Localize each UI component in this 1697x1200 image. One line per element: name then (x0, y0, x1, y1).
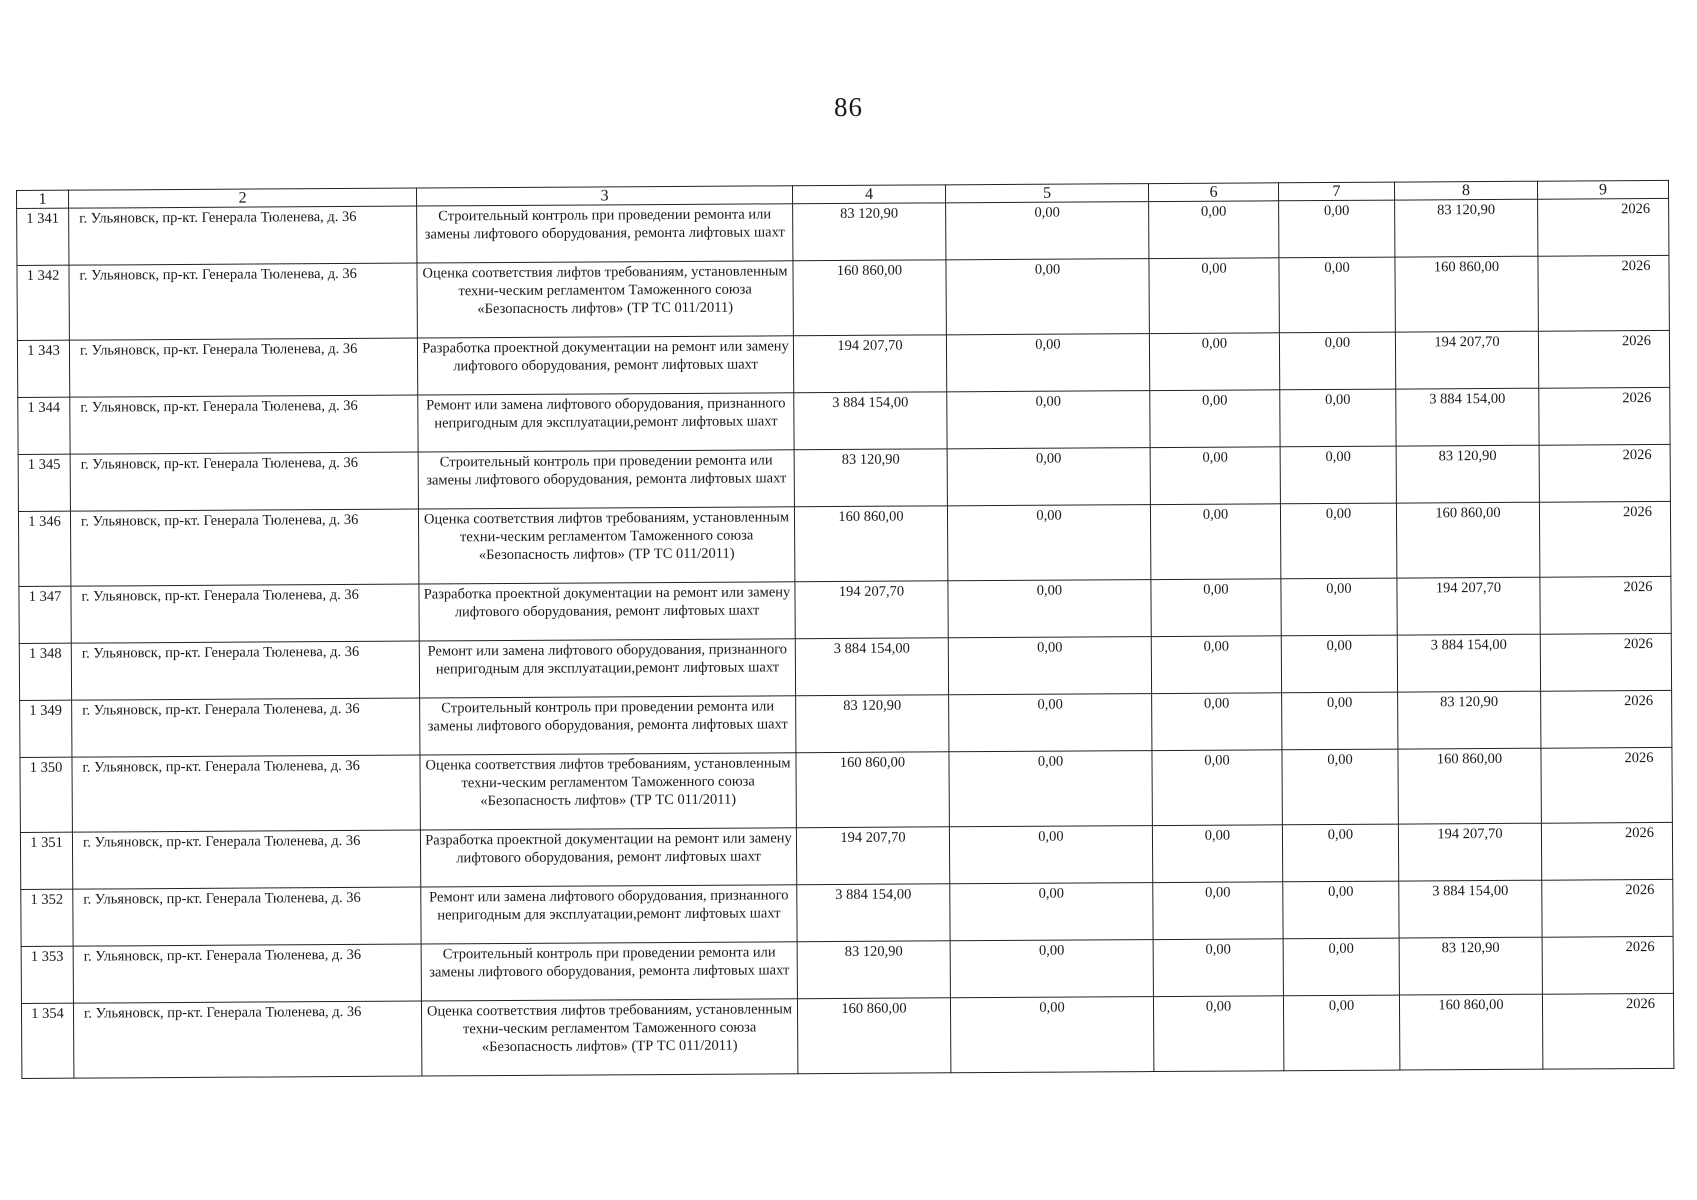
work-type-cell: Оценка соответствия лифтов требованиям, установленным техни-ческим регламентом Таможенного союза «Безопасность лифтов» (ТР ТС 011/2011) (418, 507, 794, 584)
row-number: 1 344 (18, 397, 70, 454)
cost-total-cell: 83 120,90 (796, 695, 949, 753)
work-type-cell: Оценка соответствия лифтов требованиям, установленным техни-ческим регламентом Таможенного союза «Безопасность лифтов» (ТР ТС 011/2011) (421, 999, 797, 1076)
address-cell: г. Ульяновск, пр-кт. Генерала Тюленева, д. 36 (73, 887, 421, 946)
column-5-cell: 0,00 (948, 637, 1151, 695)
column-8-cell: 3 884 154,00 (1397, 634, 1540, 692)
address-cell: г. Ульяновск, пр-кт. Генерала Тюленева, д. 36 (69, 338, 417, 397)
table-row (21, 879, 1673, 946)
table-row (20, 822, 1672, 889)
year-cell: 2026 (1542, 993, 1673, 1069)
column-5-cell: 0,00 (946, 259, 1149, 335)
work-type-cell: Ремонт или замена лифтового оборудования, признанного непригодным для эксплуатации,ремонт лифтовых шахт (418, 393, 794, 452)
work-type-cell: Разработка проектной документации на ремонт или замену лифтового оборудования, ремонт лифтовых шахт (420, 828, 796, 887)
column-8-cell: 3 884 154,00 (1399, 880, 1542, 938)
work-type-cell: Строительный контроль при проведении ремонта или замены лифтового оборудования, ремонта лифтовых шахт (421, 942, 797, 1001)
cost-total-cell: 3 884 154,00 (794, 392, 947, 450)
header-cell-1: 1 (17, 190, 69, 208)
column-8-cell: 194 207,70 (1398, 823, 1541, 881)
work-type-cell: Строительный контроль при проведении ремонта или замены лифтового оборудования, ремонта лифтовых шахт (420, 696, 796, 755)
column-7-cell: 0,00 (1282, 824, 1398, 882)
year-cell: 2026 (1542, 879, 1673, 937)
row-number: 1 353 (21, 946, 73, 1003)
table-row (18, 444, 1670, 511)
row-number: 1 341 (17, 208, 69, 265)
column-7-cell: 0,00 (1282, 749, 1398, 825)
work-type-cell: Строительный контроль при проведении ремонта или замены лифтового оборудования, ремонта лифтовых шахт (417, 204, 793, 263)
table-row (20, 747, 1672, 832)
cost-total-cell: 83 120,90 (797, 941, 950, 999)
column-6-cell: 0,00 (1150, 447, 1280, 505)
cost-total-cell: 194 207,70 (796, 827, 949, 885)
year-cell: 2026 (1541, 747, 1672, 823)
year-cell: 2026 (1540, 633, 1671, 691)
column-8-cell: 194 207,70 (1395, 331, 1538, 389)
column-6-cell: 0,00 (1152, 693, 1282, 751)
column-7-cell: 0,00 (1281, 635, 1397, 693)
column-6-cell: 0,00 (1149, 201, 1279, 259)
address-cell: г. Ульяновск, пр-кт. Генерала Тюленева, д. 36 (72, 698, 420, 757)
table-row (18, 387, 1670, 454)
address-cell: г. Ульяновск, пр-кт. Генерала Тюленева, д. 36 (70, 509, 418, 586)
column-7-cell: 0,00 (1280, 389, 1396, 447)
table-row (19, 633, 1671, 700)
header-cell-9: 9 (1537, 180, 1668, 199)
year-cell: 2026 (1540, 576, 1671, 634)
work-type-cell: Ремонт или замена лифтового оборудования, признанного непригодным для эксплуатации,ремонт лифтовых шахт (419, 639, 795, 698)
header-cell-2: 2 (69, 188, 417, 208)
column-6-cell: 0,00 (1151, 636, 1281, 694)
column-8-cell: 160 860,00 (1398, 748, 1541, 824)
column-5-cell: 0,00 (947, 448, 1150, 506)
column-7-cell: 0,00 (1283, 881, 1399, 939)
table-row (19, 576, 1671, 643)
page-number: 86 (834, 92, 863, 122)
column-6-cell: 0,00 (1152, 825, 1282, 883)
column-7-cell: 0,00 (1279, 332, 1395, 390)
column-8-cell: 83 120,90 (1396, 445, 1539, 503)
column-8-cell: 83 120,90 (1398, 691, 1541, 749)
cost-total-cell: 194 207,70 (795, 581, 948, 639)
column-6-cell: 0,00 (1150, 504, 1280, 580)
column-7-cell: 0,00 (1279, 200, 1395, 258)
column-8-cell: 160 860,00 (1395, 256, 1538, 332)
header-cell-6: 6 (1148, 183, 1278, 202)
column-7-cell: 0,00 (1283, 938, 1399, 996)
work-type-cell: Ремонт или замена лифтового оборудования, признанного непригодным для эксплуатации,ремонт лифтовых шахт (421, 885, 797, 944)
cost-total-cell: 160 860,00 (793, 260, 946, 336)
work-type-cell: Оценка соответствия лифтов требованиям, установленным техни-ческим регламентом Таможенного союза «Безопасность лифтов» (ТР ТС 011/2011) (417, 261, 793, 338)
column-5-cell: 0,00 (949, 751, 1152, 827)
column-5-cell: 0,00 (950, 940, 1153, 998)
address-cell: г. Ульяновск, пр-кт. Генерала Тюленева, д. 36 (73, 944, 421, 1003)
address-cell: г. Ульяновск, пр-кт. Генерала Тюленева, д. 36 (72, 755, 420, 832)
column-6-cell: 0,00 (1153, 939, 1283, 997)
year-cell: 2026 (1539, 501, 1670, 577)
table-row (17, 255, 1669, 340)
work-type-cell: Разработка проектной документации на ремонт или замену лифтового оборудования, ремонт лифтовых шахт (417, 336, 793, 395)
year-cell: 2026 (1539, 444, 1670, 502)
year-cell: 2026 (1541, 690, 1672, 748)
address-cell: г. Ульяновск, пр-кт. Генерала Тюленева, д. 36 (69, 263, 417, 340)
column-5-cell: 0,00 (946, 202, 1149, 260)
column-8-cell: 160 860,00 (1396, 502, 1539, 578)
work-type-cell: Разработка проектной документации на ремонт или замену лифтового оборудования, ремонт лифтовых шахт (419, 582, 795, 641)
address-cell: г. Ульяновск, пр-кт. Генерала Тюленева, д. 36 (70, 395, 418, 454)
column-7-cell: 0,00 (1280, 446, 1396, 504)
row-number: 1 349 (20, 700, 72, 757)
column-7-cell: 0,00 (1280, 503, 1396, 579)
header-cell-3: 3 (416, 186, 792, 206)
column-5-cell: 0,00 (948, 580, 1151, 638)
address-cell: г. Ульяновск, пр-кт. Генерала Тюленева, д. 36 (73, 1001, 421, 1078)
cost-total-cell: 160 860,00 (796, 752, 949, 828)
column-5-cell: 0,00 (946, 334, 1149, 392)
year-cell: 2026 (1542, 936, 1673, 994)
table-row (18, 501, 1670, 586)
cost-total-cell: 160 860,00 (794, 506, 947, 582)
row-number: 1 352 (21, 889, 73, 946)
row-number: 1 348 (19, 643, 71, 700)
column-6-cell: 0,00 (1149, 258, 1279, 334)
header-cell-7: 7 (1278, 182, 1394, 201)
row-number: 1 354 (21, 1003, 73, 1078)
column-5-cell: 0,00 (949, 826, 1152, 884)
column-5-cell: 0,00 (950, 883, 1153, 941)
table-row (21, 936, 1673, 1003)
address-cell: г. Ульяновск, пр-кт. Генерала Тюленева, д. 36 (70, 452, 418, 511)
address-cell: г. Ульяновск, пр-кт. Генерала Тюленева, д. 36 (71, 641, 419, 700)
cost-total-cell: 83 120,90 (793, 203, 946, 261)
column-6-cell: 0,00 (1153, 996, 1283, 1072)
year-cell: 2026 (1541, 822, 1672, 880)
address-cell: г. Ульяновск, пр-кт. Генерала Тюленева, д. 36 (72, 830, 420, 889)
column-8-cell: 3 884 154,00 (1396, 388, 1539, 446)
column-5-cell: 0,00 (947, 505, 1150, 581)
column-5-cell: 0,00 (950, 997, 1153, 1073)
column-7-cell: 0,00 (1282, 692, 1398, 750)
column-8-cell: 194 207,70 (1397, 577, 1540, 635)
column-7-cell: 0,00 (1281, 578, 1397, 636)
column-6-cell: 0,00 (1149, 333, 1279, 391)
cost-total-cell: 83 120,90 (794, 449, 947, 507)
column-8-cell: 83 120,90 (1399, 937, 1542, 995)
header-cell-5: 5 (945, 184, 1148, 203)
program-table (16, 180, 1674, 1079)
column-6-cell: 0,00 (1151, 579, 1281, 637)
year-cell: 2026 (1538, 255, 1669, 331)
row-number: 1 350 (20, 757, 72, 832)
program-table-container (16, 180, 1673, 1079)
table-row (21, 993, 1673, 1078)
cost-total-cell: 3 884 154,00 (797, 884, 950, 942)
header-cell-4: 4 (792, 185, 945, 204)
column-7-cell: 0,00 (1279, 257, 1395, 333)
column-7-cell: 0,00 (1283, 995, 1399, 1071)
column-8-cell: 83 120,90 (1395, 199, 1538, 257)
header-cell-8: 8 (1394, 181, 1537, 200)
row-number: 1 345 (18, 454, 70, 511)
cost-total-cell: 194 207,70 (793, 335, 946, 393)
work-type-cell: Строительный контроль при проведении ремонта или замены лифтового оборудования, ремонта лифтовых шахт (418, 450, 794, 509)
row-number: 1 343 (17, 340, 69, 397)
year-cell: 2026 (1538, 330, 1669, 388)
table-row (17, 330, 1669, 397)
table-row (20, 690, 1672, 757)
column-6-cell: 0,00 (1150, 390, 1280, 448)
year-cell: 2026 (1539, 387, 1670, 445)
row-number: 1 342 (17, 265, 69, 340)
cost-total-cell: 160 860,00 (797, 998, 950, 1074)
column-6-cell: 0,00 (1152, 750, 1282, 826)
column-5-cell: 0,00 (947, 391, 1150, 449)
address-cell: г. Ульяновск, пр-кт. Генерала Тюленева, д. 36 (71, 584, 419, 643)
column-6-cell: 0,00 (1153, 882, 1283, 940)
work-type-cell: Оценка соответствия лифтов требованиям, установленным техни-ческим регламентом Таможенного союза «Безопасность лифтов» (ТР ТС 011/2011) (420, 753, 796, 830)
column-8-cell: 160 860,00 (1399, 994, 1542, 1070)
table-row (17, 198, 1669, 265)
cost-total-cell: 3 884 154,00 (795, 638, 948, 696)
row-number: 1 347 (19, 586, 71, 643)
row-number: 1 351 (20, 832, 72, 889)
year-cell: 2026 (1538, 198, 1669, 256)
row-number: 1 346 (18, 511, 70, 586)
column-5-cell: 0,00 (949, 694, 1152, 752)
address-cell: г. Ульяновск, пр-кт. Генерала Тюленева, д. 36 (69, 206, 417, 265)
